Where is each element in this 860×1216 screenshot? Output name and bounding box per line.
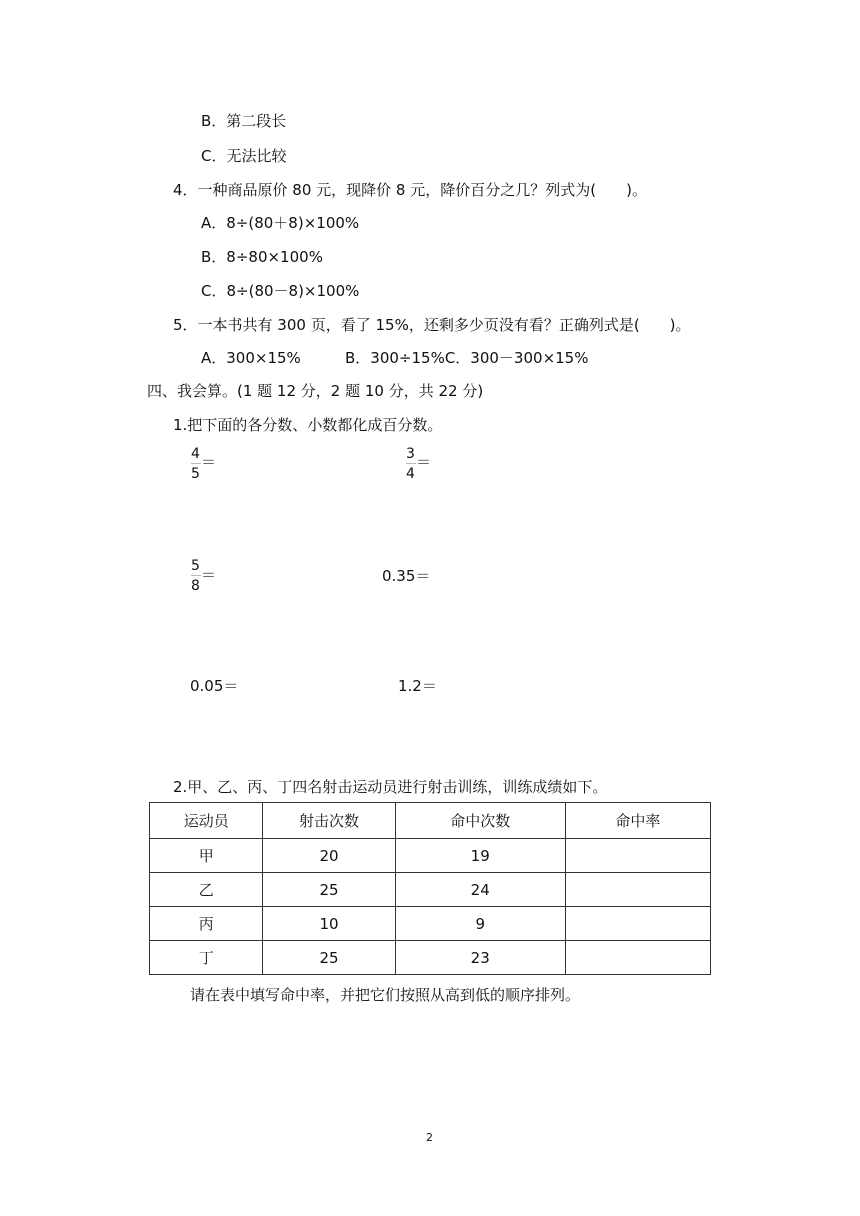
equals-sign: ＝ [416, 453, 432, 471]
q5-option-a: A．300×15% [201, 349, 301, 367]
table-cell: 24 [395, 873, 565, 907]
fraction-numerator: 3 [406, 446, 415, 462]
table-cell: 丁 [150, 941, 263, 975]
shooting-table [149, 802, 711, 975]
instruction-text: 请在表中填写命中率，并把它们按照从高到低的顺序排列。 [190, 986, 581, 1004]
option-b-prev: B．第二段长 [201, 112, 287, 130]
table-row [150, 907, 711, 941]
table-row [150, 839, 711, 873]
q4-option-c: C．8÷(80－8)×100% [201, 282, 360, 300]
question-4: 4．一种商品原价 80 元，现降价 8 元，降价百分之几？列式为( )。 [173, 181, 647, 199]
table-cell: 20 [263, 839, 395, 873]
hit-rate-blank[interactable] [565, 873, 710, 907]
table-header-row [150, 803, 711, 839]
decimal-1-2: 1.2＝ [398, 677, 437, 695]
table-cell: 19 [395, 839, 565, 873]
table-cell: 10 [263, 907, 395, 941]
table-header: 运动员 [150, 803, 263, 839]
table-cell: 乙 [150, 873, 263, 907]
q5-option-bc: B．300÷15%C．300－300×15% [345, 349, 589, 367]
fraction-numerator: 5 [191, 558, 200, 574]
page-number: 2 [426, 1131, 433, 1144]
table-cell: 23 [395, 941, 565, 975]
table-header: 射击次数 [263, 803, 395, 839]
fraction-denominator: 5 [191, 466, 200, 482]
table-cell: 甲 [150, 839, 263, 873]
hit-rate-blank[interactable] [565, 907, 710, 941]
question-5: 5．一本书共有 300 页，看了 15%，还剩多少页没有看？正确列式是( )。 [173, 316, 691, 334]
fraction-denominator: 4 [406, 466, 415, 482]
table-row [150, 941, 711, 975]
equals-sign: ＝ [201, 566, 217, 584]
hit-rate-blank[interactable] [565, 839, 710, 873]
table-row [150, 873, 711, 907]
table-header: 命中次数 [395, 803, 565, 839]
part-1-title: 1.把下面的各分数、小数都化成百分数。 [173, 416, 443, 434]
section-4-title: 四、我会算。(1 题 12 分，2 题 10 分，共 22 分) [147, 382, 484, 400]
decimal-0-05: 0.05＝ [190, 677, 239, 695]
option-c-prev: C．无法比较 [201, 147, 287, 165]
table-cell: 25 [263, 941, 395, 975]
part-2-title: 2.甲、乙、丙、丁四名射击运动员进行射击训练，训练成绩如下。 [173, 778, 608, 796]
hit-rate-blank[interactable] [565, 941, 710, 975]
table-cell: 丙 [150, 907, 263, 941]
table-cell: 25 [263, 873, 395, 907]
fraction-numerator: 4 [191, 446, 200, 462]
fraction-denominator: 8 [191, 578, 200, 594]
q4-option-b: B．8÷80×100% [201, 248, 323, 266]
table-cell: 9 [395, 907, 565, 941]
table-header: 命中率 [565, 803, 710, 839]
equals-sign: ＝ [201, 453, 217, 471]
decimal-0-35: 0.35＝ [382, 567, 431, 585]
q4-option-a: A．8÷(80＋8)×100% [201, 214, 360, 232]
